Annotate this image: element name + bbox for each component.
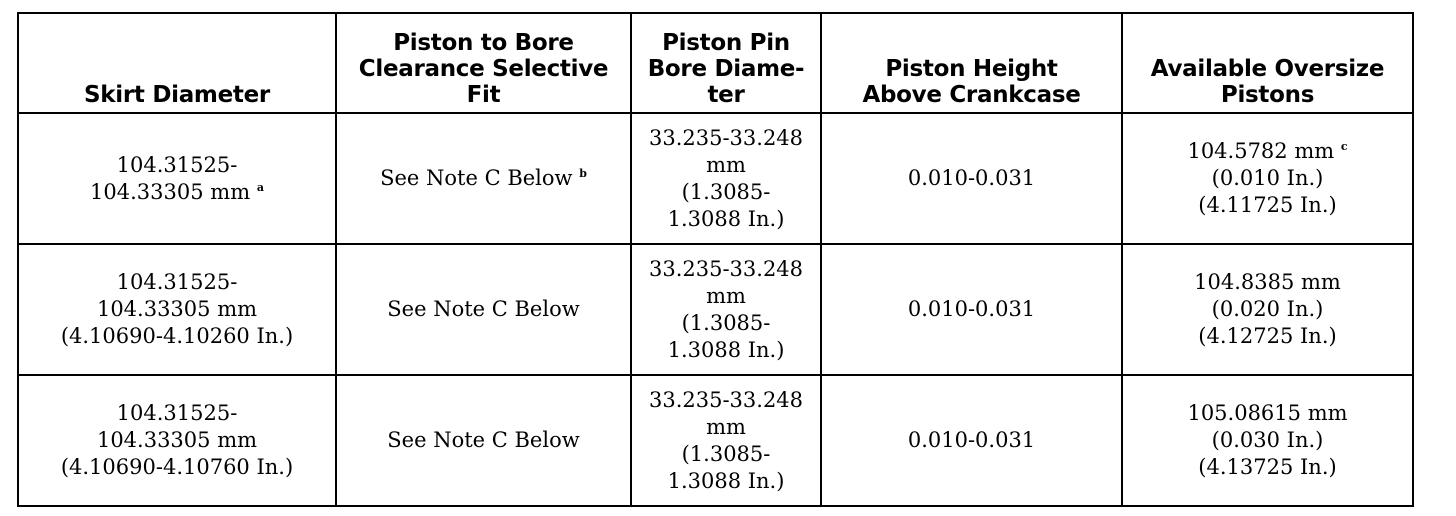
cell-text: See Note C Below [380,166,573,190]
cell-clearance [336,113,631,244]
cell-line: mm [706,414,746,439]
cell-oversize-pistons [1122,375,1413,506]
cell-pin-bore-diameter [631,244,821,375]
header-line: Piston Height [885,56,1058,82]
cell-line: 104.33305 mm [96,428,258,452]
cell-line: (1.3085- [681,310,771,335]
cell-text: See Note C Below [387,297,580,321]
footnote-marker: b [579,167,587,180]
cell-piston-height [821,375,1122,506]
header-available-oversize-pistons [1122,13,1413,113]
cell-skirt-diameter [18,113,336,244]
header-piston-to-bore-clearance [336,13,631,113]
header-piston-height [821,13,1122,113]
header-line: Bore Diame- [647,56,805,82]
header-line: Above Crankcase [862,82,1081,108]
cell-skirt-diameter [18,244,336,375]
cell-piston-height [821,113,1122,244]
header-line: Fit [466,82,501,108]
cell-line: mm [706,152,746,177]
cell-line: (4.12725 In.) [1198,324,1337,348]
cell-pin-bore-diameter [631,113,821,244]
cell-line: 1.3088 In.) [667,206,785,231]
cell-line: (4.13725 In.) [1198,455,1337,479]
cell-line: 104.33305 mm [96,297,258,321]
cell-clearance [336,244,631,375]
cell-line: (0.010 In.) [1211,166,1324,190]
cell-text: 104.5782 mm [1187,139,1335,163]
cell-line: (4.10690-4.10760 In.) [60,455,294,479]
cell-line: 105.08615 mm [1187,401,1348,425]
cell-line: (4.11725 In.) [1198,193,1337,217]
cell-pin-bore-diameter [631,375,821,506]
cell-line: 33.235-33.248 [648,387,804,412]
cell-line: (1.3085- [681,441,771,466]
cell-oversize-pistons [1122,113,1413,244]
cell-text: 0.010-0.031 [907,428,1036,452]
header-piston-pin-bore-diameter [631,13,821,113]
table-row [18,244,1413,375]
cell-line: 104.31525- [116,401,238,425]
cell-text: 104.33305 mm [90,179,251,204]
cell-line: 1.3088 In.) [667,337,785,362]
cell-line: mm [706,283,746,308]
cell-text: 0.010-0.031 [907,297,1036,321]
cell-oversize-pistons [1122,244,1413,375]
cell-line: 1.3088 In.) [667,468,785,493]
cell-skirt-diameter [18,375,336,506]
header-line: Available Oversize [1150,56,1385,82]
header-line: Skirt Diameter [84,82,270,108]
table-row [18,113,1413,244]
cell-line [25,179,329,206]
cell-line: (0.030 In.) [1211,428,1324,452]
header-row [18,13,1413,113]
cell-line: 104.31525- [116,270,238,294]
table-row [18,375,1413,506]
cell-line: 104.8385 mm [1194,270,1341,294]
header-line: Pistons [1220,82,1315,108]
cell-line: 33.235-33.248 [648,256,804,281]
cell-text: See Note C Below [387,428,580,452]
footnote-marker: c [1340,140,1348,153]
cell-line [1129,138,1406,165]
cell-line: 104.31525- [116,152,238,177]
header-line: Clearance Selective [358,56,609,82]
cell-line: (4.10690-4.10260 In.) [60,324,294,348]
cell-line: (0.020 In.) [1211,297,1324,321]
header-line: Piston to Bore [393,30,574,56]
header-line: ter [707,82,745,108]
cell-line: 33.235-33.248 [648,125,804,150]
piston-spec-table [17,12,1414,507]
cell-line: (1.3085- [681,179,771,204]
header-skirt-diameter [18,13,336,113]
cell-clearance [336,375,631,506]
cell-piston-height [821,244,1122,375]
header-line: Piston Pin [662,30,790,56]
cell-text: 0.010-0.031 [907,166,1036,190]
footnote-marker: a [256,180,264,194]
